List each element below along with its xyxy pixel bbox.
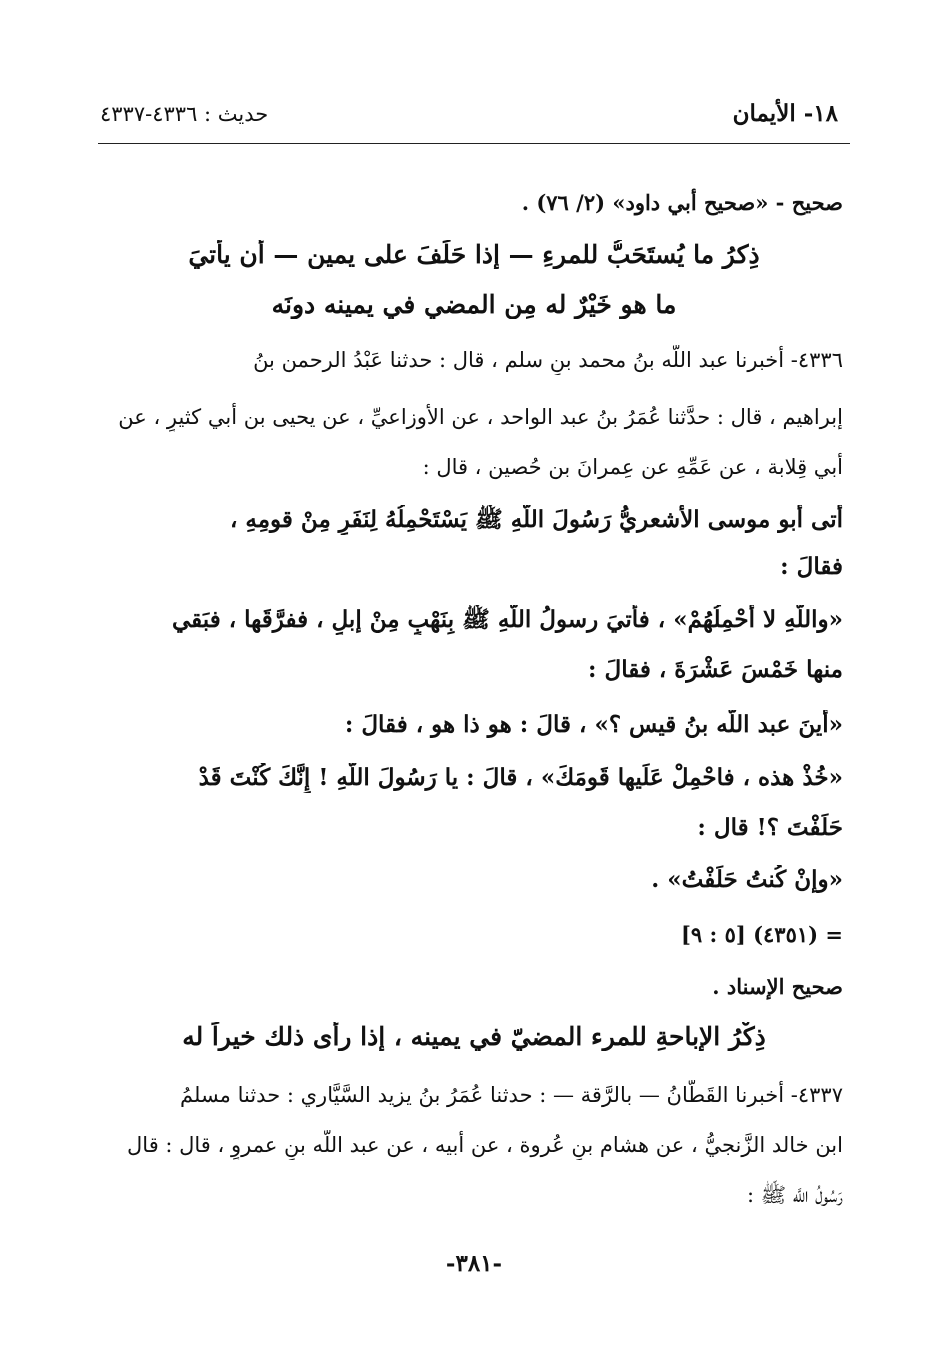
matn-line: منها خَمْسَ عَشْرَةَ ، فقالَ : [588, 656, 843, 683]
section-heading-1-line-2: ما هو خَيْرٌ له مِن المضي في يمينه دونَه [271, 290, 677, 319]
matn-line: «واللَّهِ لا أَحْمِلُهُمْ» ، فأُتيَ رسولُ اللَّهِ ﷺ بِنَهْبٍ مِنْ إبلٍ ، ففرَّقَها ، فبَقي [171, 606, 843, 633]
matn-line: حَلَفْتَ ؟! قال : [697, 814, 843, 841]
section-heading-1-line-1: ذِكرُ ما يُستَحَبُّ للمرءِ — إذا حَلَفَ على يمينٍ — أن يأتيَ [188, 240, 760, 269]
matn-line: فقالَ : [780, 553, 843, 580]
page-number: -٣٨١- [445, 1250, 503, 1277]
matn-line: «وإنْ كُنتُ حَلَفْتُ» . [651, 866, 843, 893]
isnad-line: ٤٣٣٧- أخبرنا القَطَّانُ — بالرَّقة — : حدثنا عُمَرُ بنُ يزيد السَّيَّاري : حدثنا مسلمُ [180, 1083, 843, 1107]
cross-reference: = (٤٣٥١) [٥ : ٩] [680, 922, 843, 947]
grade-top: صحيح - «صحيح أبي داود» (٢/ ٧٦) . [521, 190, 843, 215]
isnad-line: إبراهيم ، قال : حدَّثنا عُمَرُ بنُ عبد الواحد ، عن الأوزاعيِّ ، عن يحيى بن أبي كثيرٍ ، عن [118, 405, 843, 429]
hadith-range: حديث : ٤٣٣٦-٤٣٣٧ [100, 102, 269, 126]
isnad-line: ابن خالد الزَّنجيُّ ، عن هشام بنِ عُروة ، عن أبيه ، عن عبد اللَّه بنِ عمروٍ ، قال : قال [127, 1133, 843, 1157]
matn-line: أتى أبو موسى الأشعريُّ رَسُولَ اللَّهِ ﷺ يَسْتَحْمِلُهُ لِنَفَرٍ مِنْ قومِهِ ، [229, 506, 843, 533]
isnad-line: ٤٣٣٦- أخبرنا عبد اللَّه بنُ محمد بنِ سلم ، قال : حدثنا عَبْدُ الرحمن بنُ [253, 348, 843, 372]
chapter-title: ١٨- الأيمان [732, 100, 838, 127]
grade: صحيح الإسناد . [712, 974, 843, 999]
isnad-line: رَسُولُ اللَّه ﷺ : [746, 1183, 843, 1207]
section-heading-2: ذِكْرُ الإباحةِ للمرء المضيّ في يمينه ، إذا رأى ذلك خيراً له [182, 1022, 766, 1051]
matn-line: «أينَ عبد اللَّه بنُ قيس ؟» ، قالَ : هو ذا هو ، فقالَ : [344, 711, 843, 738]
matn-line: «خُذْ هذه ، فاحْمِلْ عَلَيها قَومَكَ» ، قالَ : يا رَسُولَ اللَّهِ ! إِنَّكَ كُنْتَ قَدْ [198, 764, 843, 791]
isnad-line: أبي قِلابة ، عن عَمِّهِ عن عِمرانَ بن حُصين ، قال : [422, 455, 843, 479]
header-divider [98, 143, 850, 144]
